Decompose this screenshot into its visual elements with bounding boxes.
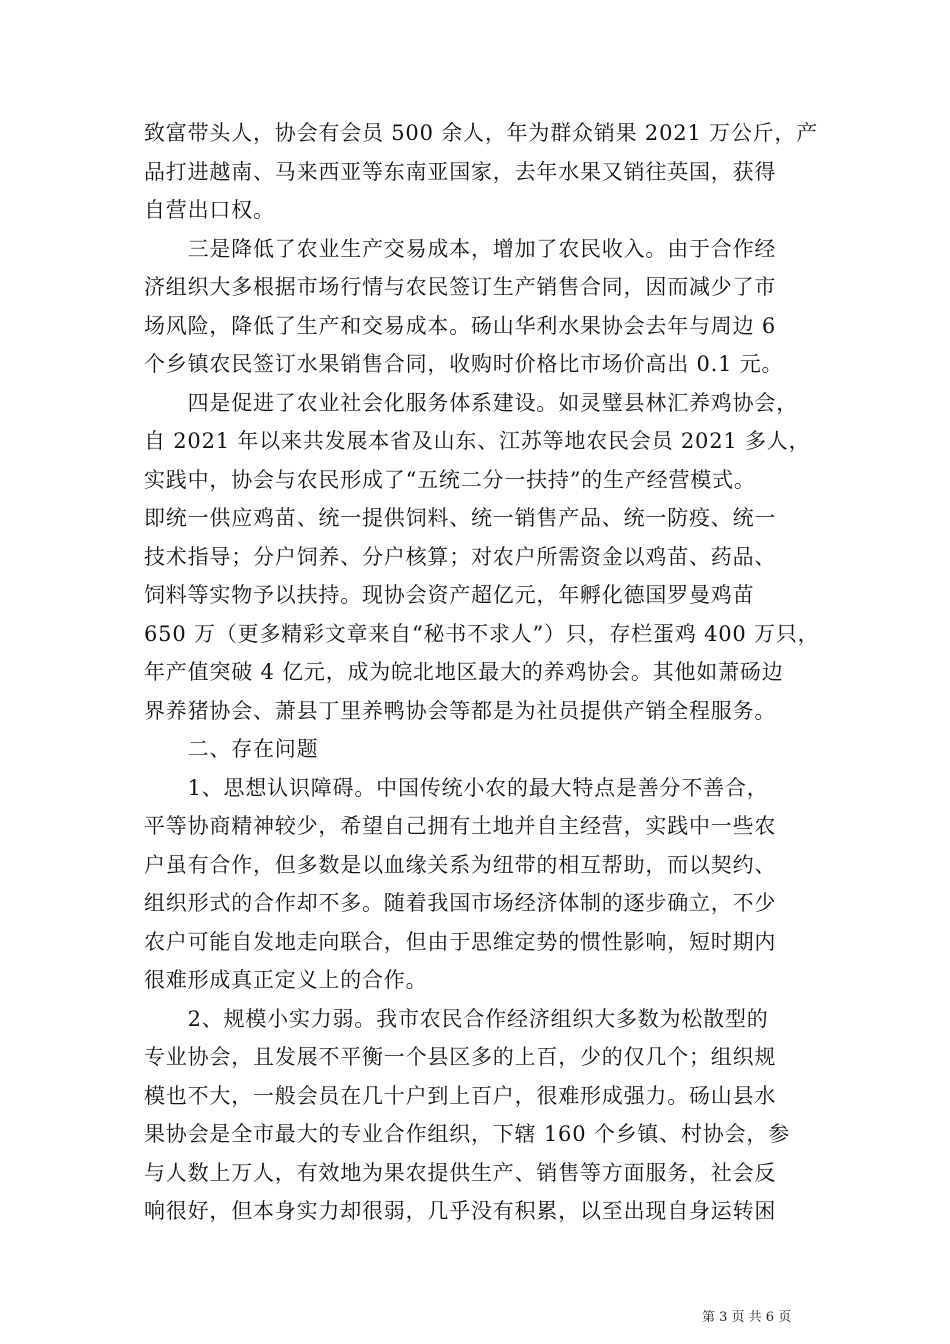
text-line: 自 2021 年以来共发展本省及山东、江苏等地农民会员 2021 多人，	[144, 429, 811, 453]
text-line: 济组织大多根据市场行情与农民签订生产销售合同，因而减少了市	[144, 275, 777, 299]
text-line: 年产值突破 4 亿元，成为皖北地区最大的养鸡协会。其他如萧砀边	[144, 660, 784, 684]
section-heading: 二、存在问题	[144, 737, 319, 761]
text-line: 即统一供应鸡苗、统一提供饲料、统一销售产品、统一防疫、统一	[144, 506, 777, 530]
text-line: 户虽有合作，但多数是以血缘关系为纽带的相互帮助，而以契约、	[144, 852, 777, 877]
document-body	[144, 114, 820, 1231]
text-line: 2、规模小实力弱。我市农民合作经济组织大多数为松散型的	[144, 1006, 769, 1031]
text-line: 1、思想认识障碍。中国传统小农的最大特点是善分不善合，	[144, 775, 769, 800]
text-line: 专业协会，且发展不平衡一个县区多的上百，少的仅几个；组织规	[144, 1045, 777, 1069]
page-number: 第 3 页 共 6 页	[702, 1310, 792, 1325]
text-line: 模也不大，一般会员在几十户到上百户，很难形成强力。砀山县水	[144, 1083, 777, 1108]
text-line: 农户可能自发地走向联合，但由于思维定势的惯性影响，短时期内	[144, 929, 777, 954]
text-line: 组织形式的合作却不多。随着我国市场经济体制的逐步确立，不少	[144, 891, 777, 915]
text-line: 很难形成真正定义上的合作。	[144, 968, 428, 992]
text-line: 650 万（更多精彩文章来自“秘书不求人”）只，存栏蛋鸡 400 万只，	[144, 621, 820, 646]
text-line: 平等协商精神较少，希望自己拥有土地并自主经营，实践中一些农	[144, 814, 777, 838]
text-line: 技术指导；分户饲养、分户核算；对农户所需资金以鸡苗、药品、	[144, 544, 777, 569]
text-line: 实践中，协会与农民形成了“五统二分一扶持”的生产经营模式。	[144, 467, 756, 492]
text-line: 个乡镇农民签订水果销售合同，收购时价格比市场价高出 0.1 元。	[144, 352, 784, 376]
text-line: 品打进越南、马来西亚等东南亚国家，去年水果又销往英国，获得	[144, 159, 777, 184]
text-line: 果协会是全市最大的专业合作组织，下辖 160 个乡镇、村协会，参	[144, 1122, 791, 1146]
text-line: 与人数上万人，有效地为果农提供生产、销售等方面服务，社会反	[144, 1160, 777, 1185]
text-line: 致富带头人，协会有会员 500 余人，年为群众销果 2021 万公斤，产	[144, 121, 819, 145]
text-line: 四是促进了农业社会化服务体系建设。如灵璧县林汇养鸡协会，	[144, 390, 798, 415]
text-line: 自营出口权。	[144, 198, 275, 222]
text-line: 场风险，降低了生产和交易成本。砀山华利水果协会去年与周边 6	[144, 313, 777, 338]
text-line: 响很好，但本身实力却很弱，几乎没有积累，以至出现自身运转困	[144, 1199, 777, 1223]
text-line: 界养猪协会、萧县丁里养鸭协会等都是为社员提供产销全程服务。	[144, 698, 777, 723]
text-line: 三是降低了农业生产交易成本，增加了农民收入。由于合作经	[144, 236, 777, 261]
text-line: 饲料等实物予以扶持。现协会资产超亿元，年孵化德国罗曼鸡苗	[144, 583, 755, 607]
